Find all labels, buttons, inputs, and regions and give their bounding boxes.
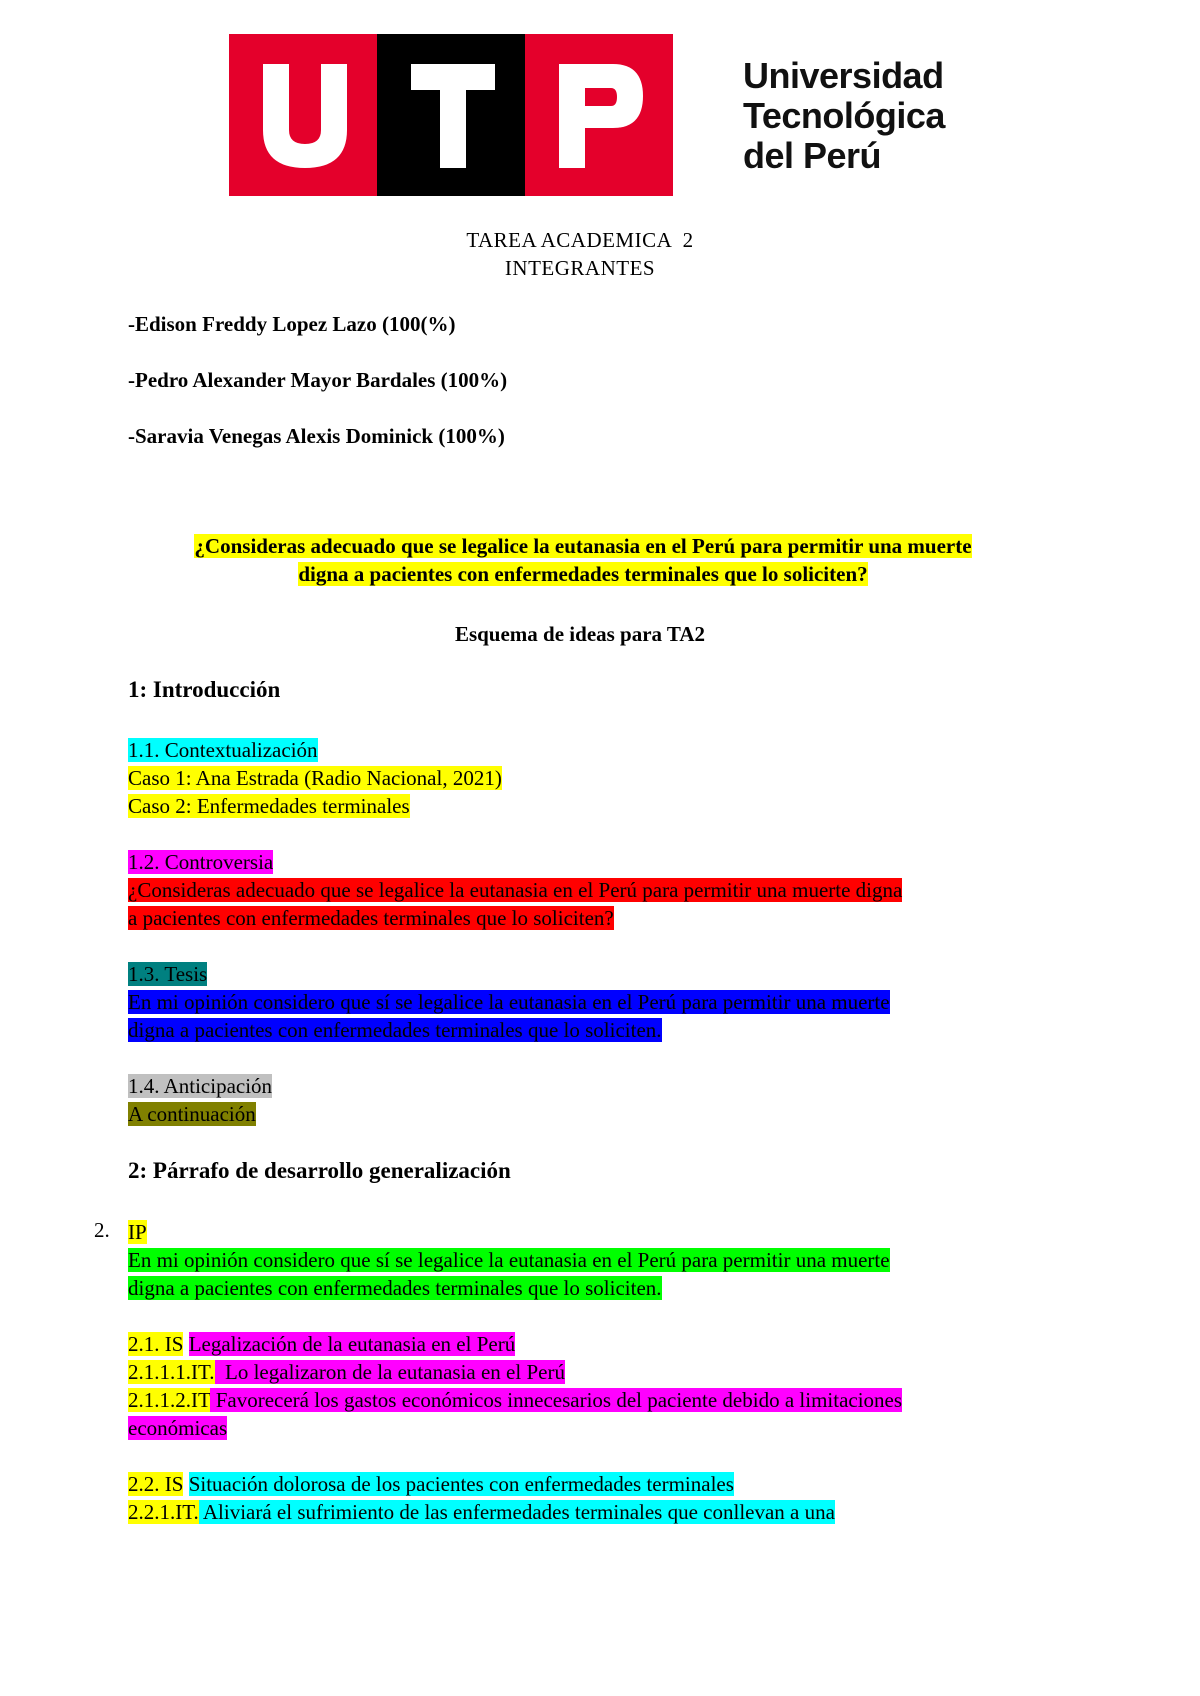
is2-label: 2.2. IS (128, 1472, 184, 1496)
university-line-2: Tecnológica (743, 95, 945, 136)
question-line-1: ¿Consideras adecuado que se legalice la eutanasia en el Perú para permitir una muerte (194, 534, 972, 558)
is1-block (128, 1330, 902, 1442)
thesis-block (128, 960, 890, 1044)
members-heading: INTEGRANTES (504, 256, 656, 280)
controversy-block (128, 848, 902, 932)
ip-block (128, 1218, 890, 1302)
ip-label: IP (128, 1220, 147, 1244)
thesis-label: 1.3. Tesis (128, 962, 208, 986)
logo-letter-p (559, 64, 643, 168)
is1-it2-text-cont: económicas (128, 1416, 228, 1440)
list-number: 2. (94, 1218, 110, 1242)
is1-it1-text: Lo legalizaron de la eutanasia en el Perú (214, 1360, 565, 1384)
member-3: -Saravia Venegas Alexis Dominick (100%) (128, 424, 505, 448)
utp-logo (229, 34, 970, 196)
is2-text: Situación dolorosa de los pacientes con enfermedades terminales (188, 1472, 734, 1496)
university-line-1: Universidad (743, 55, 944, 96)
member-1: -Edison Freddy Lopez Lazo (100(%) (128, 312, 456, 336)
question-line-2: digna a pacientes con enfermedades terminales que lo soliciten? (298, 562, 868, 586)
university-line-3: del Perú (743, 135, 882, 176)
is2-it1-label: 2.2.1.IT. (128, 1500, 199, 1524)
logo-letter-t (411, 64, 495, 168)
controversy-line-2: a pacientes con enfermedades terminales que lo soliciten? (128, 906, 614, 930)
case-2: Caso 2: Enfermedades terminales (128, 794, 410, 818)
document-title-block (0, 226, 1160, 282)
is2-it1-text: Aliviará el sufrimiento de las enfermedades terminales que conllevan a una (198, 1500, 835, 1524)
case-1: Caso 1: Ana Estrada (Radio Nacional, 2021) (128, 766, 502, 790)
section-2-heading: 2: Párrafo de desarrollo generalización (128, 1158, 511, 1183)
is1-it1-label: 2.1.1.1.IT. (128, 1360, 215, 1384)
ip-line-1: En mi opinión considero que sí se legalice la eutanasia en el Perú para permitir una muerte (128, 1248, 890, 1272)
document-title: TAREA ACADEMICA 2 (466, 228, 694, 252)
ip-line-2: digna a pacientes con enfermedades terminales que lo soliciten. (128, 1276, 662, 1300)
thesis-line-1: En mi opinión considero que sí se legalice la eutanasia en el Perú para permitir una muerte (128, 990, 890, 1014)
anticipation-label: 1.4. Anticipación (128, 1074, 273, 1098)
is1-it2-text: Favorecerá los gastos económicos innecesarios del paciente debido a limitaciones (210, 1388, 903, 1412)
contextualization-block (128, 736, 502, 820)
scheme-title: Esquema de ideas para TA2 (454, 622, 706, 646)
thesis-line-2: digna a pacientes con enfermedades terminales que lo soliciten. (128, 1018, 662, 1042)
is1-it2-label: 2.1.1.2.IT (128, 1388, 211, 1412)
section-1-heading: 1: Introducción (128, 677, 281, 702)
is2-block (128, 1470, 835, 1526)
controversy-line-1: ¿Consideras adecuado que se legalice la eutanasia en el Perú para permitir una muerte digna (128, 878, 903, 902)
university-name (743, 56, 945, 176)
main-question (128, 532, 1038, 588)
logo-letter-u (263, 64, 347, 168)
controversy-label: 1.2. Controversia (128, 850, 274, 874)
anticipation-text: A continuación (128, 1102, 256, 1126)
member-2: -Pedro Alexander Mayor Bardales (100%) (128, 368, 508, 392)
anticipation-block (128, 1072, 272, 1128)
is1-label: 2.1. IS (128, 1332, 184, 1356)
is1-text: Legalización de la eutanasia en el Perú (188, 1332, 516, 1356)
context-label: 1.1. Contextualización (128, 738, 318, 762)
